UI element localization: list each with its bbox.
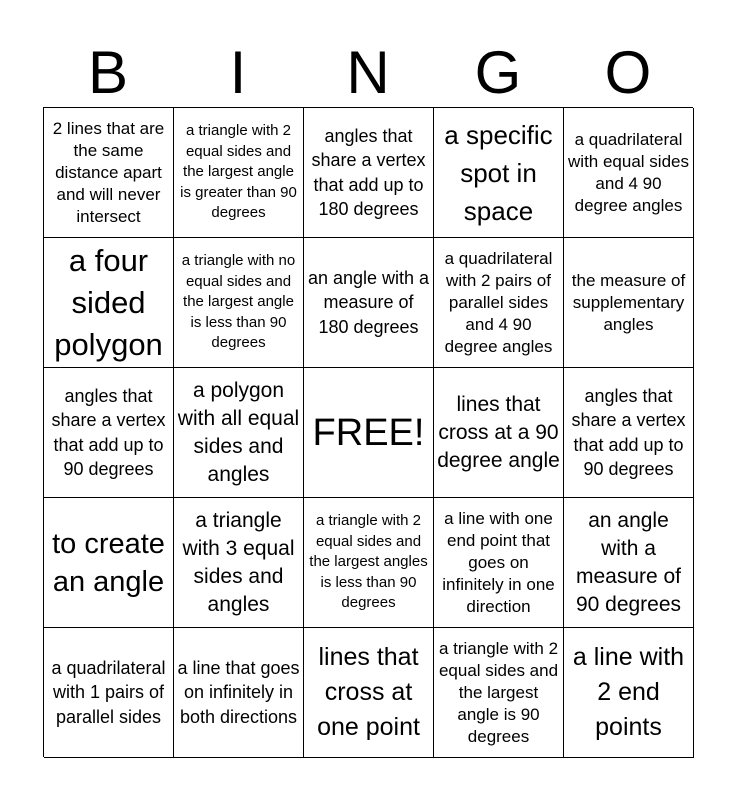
header-letter-g: G: [474, 39, 522, 106]
header-letter-o: O: [604, 39, 652, 106]
bingo-cell[interactable]: [174, 238, 304, 368]
cell-text: a triangle with 2 equal sides and the largest angle is 90 degrees: [438, 638, 559, 746]
cell-text: a triangle with 3 equal sides and angles: [182, 508, 295, 616]
bingo-cell[interactable]: [304, 498, 434, 628]
bingo-cell[interactable]: [44, 108, 174, 238]
header-letter-b: B: [87, 39, 129, 106]
cell-text: a line that goes on infinitely in both directions: [177, 657, 300, 727]
cell-text: an angle with a measure of 180 degrees: [307, 267, 430, 337]
cell-text: a quadrilateral with equal sides and 4 90 degree angles: [568, 129, 689, 215]
bingo-cell[interactable]: [174, 108, 304, 238]
cell-text: 2 lines that are the same distance apart and will never intersect: [52, 118, 165, 226]
bingo-cell[interactable]: [44, 498, 174, 628]
bingo-cell[interactable]: [304, 108, 434, 238]
cell-text: to create an angle: [52, 527, 165, 598]
cell-text: lines that cross at a 90 degree angle: [437, 392, 560, 472]
bingo-cell[interactable]: [564, 368, 694, 498]
cell-text: angles that share a vertex that add up to 90 degrees: [51, 385, 166, 479]
bingo-cell[interactable]: [174, 368, 304, 498]
cell-text: a polygon with all equal sides and angles: [177, 378, 300, 486]
cell-text: a quadrilateral with 1 pairs of parallel sides: [51, 657, 166, 727]
cell-text: a triangle with 2 equal sides and the largest angle is greater than 90 degrees: [180, 122, 297, 222]
bingo-cell[interactable]: [44, 628, 174, 758]
bingo-cell[interactable]: [434, 108, 564, 238]
cell-text: a specific spot in space: [444, 119, 553, 226]
bingo-cell[interactable]: [304, 628, 434, 758]
bingo-cell[interactable]: [304, 368, 434, 498]
bingo-header: [0, 40, 736, 106]
bingo-grid: [43, 107, 693, 757]
cell-text free-space: FREE!: [312, 411, 425, 454]
bingo-cell[interactable]: [564, 628, 694, 758]
cell-text: angles that share a vertex that add up to 180 degrees: [311, 125, 426, 219]
cell-text: a triangle with 2 equal sides and the largest angles is less than 90 degrees: [309, 512, 428, 612]
cell-text: lines that cross at one point: [317, 643, 420, 741]
cell-text: a line with 2 end points: [572, 643, 685, 741]
cell-text: a quadrilateral with 2 pairs of parallel sides and 4 90 degree angles: [444, 248, 553, 356]
cell-text: the measure of supplementary angles: [571, 270, 686, 334]
bingo-cell[interactable]: [434, 238, 564, 368]
cell-text: a triangle with no equal sides and the largest angle is less than 90 degrees: [181, 252, 296, 352]
header-letter-i: I: [229, 39, 247, 106]
header-letter-n: N: [346, 39, 390, 106]
bingo-cell[interactable]: [564, 238, 694, 368]
cell-text: angles that share a vertex that add up to 90 degrees: [571, 385, 686, 479]
cell-text: an angle with a measure of 90 degrees: [575, 508, 682, 616]
bingo-cell[interactable]: [174, 498, 304, 628]
bingo-cell[interactable]: [44, 238, 174, 368]
cell-text: a line with one end point that goes on infinitely in one direction: [442, 508, 555, 616]
bingo-cell[interactable]: [564, 108, 694, 238]
bingo-cell[interactable]: [434, 628, 564, 758]
bingo-cell[interactable]: [44, 368, 174, 498]
bingo-cell[interactable]: [434, 368, 564, 498]
cell-text: a four sided polygon: [54, 242, 163, 362]
bingo-cell[interactable]: [174, 628, 304, 758]
bingo-cell[interactable]: [564, 498, 694, 628]
bingo-cell[interactable]: [304, 238, 434, 368]
bingo-cell[interactable]: [434, 498, 564, 628]
